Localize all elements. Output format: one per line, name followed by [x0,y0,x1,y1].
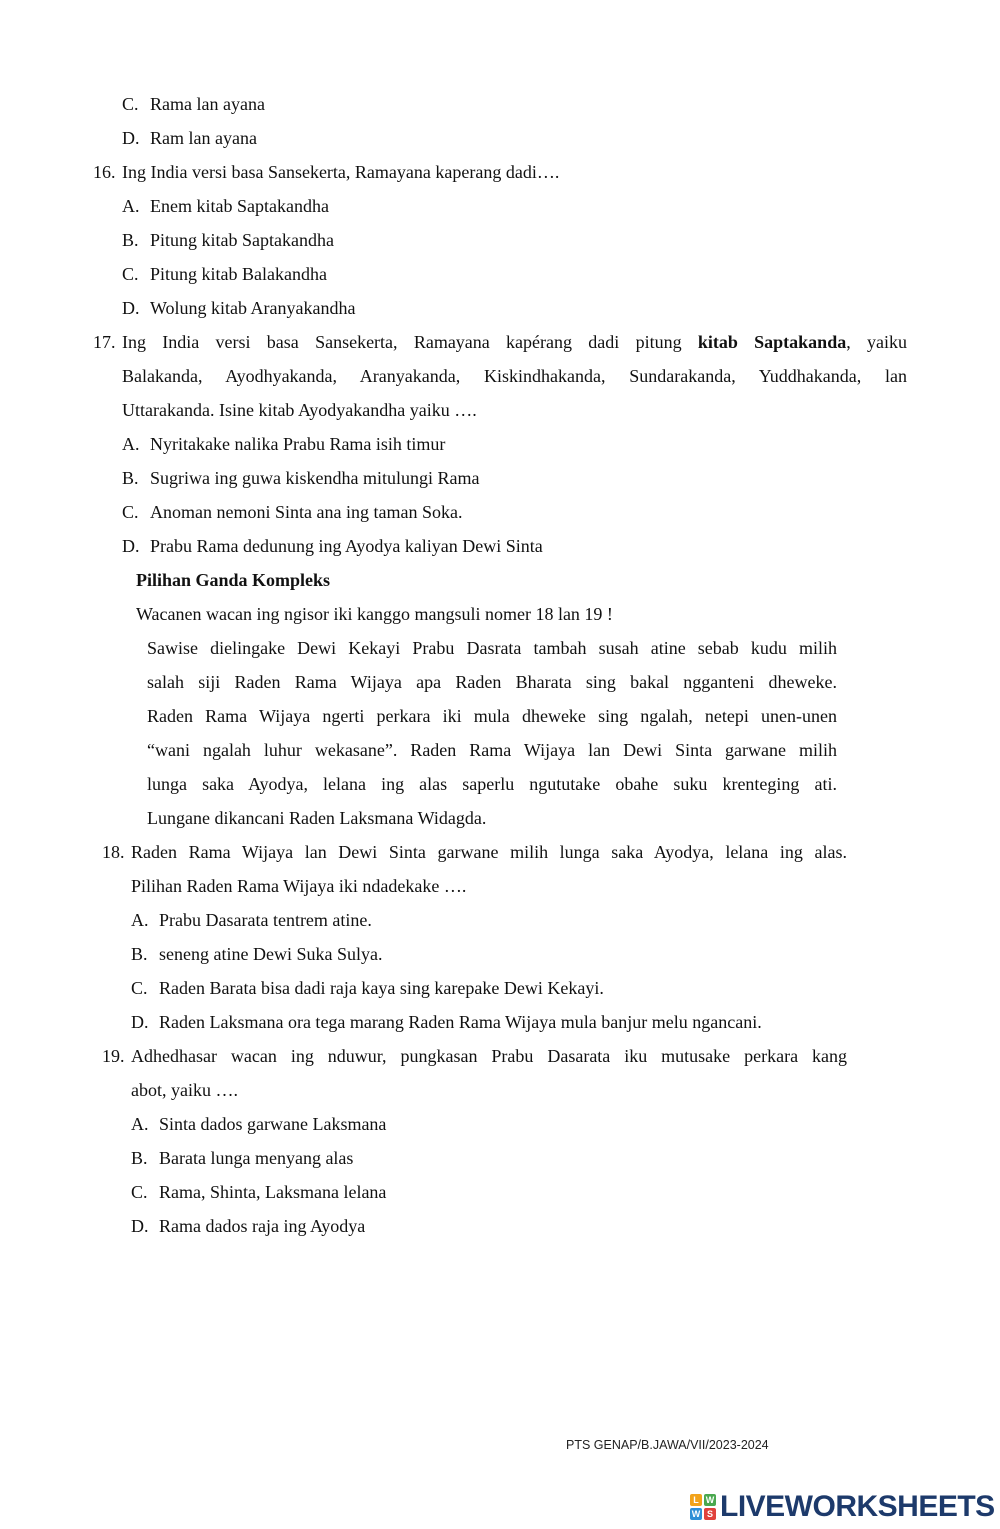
q18-option-a: A. Prabu Dasarata tentrem atine. [131,910,372,930]
page-footer: PTS GENAP/B.JAWA/VII/2023-2024 [566,1438,769,1452]
q19-text-line-1: Adhedhasar wacan ing nduwur, pungkasan Prabu Dasarata iku mutusake perkara kang [131,1046,847,1066]
q19-number: 19. [102,1046,125,1066]
q16-option-c: C. Pitung kitab Balakandha [122,264,327,284]
q16-number: 16. [93,162,116,182]
passage-line-1: Sawise dielingake Dewi Kekayi Prabu Dasrata tambah susah atine sebab kudu milih [147,638,837,658]
passage-line-2: salah siji Raden Rama Wijaya apa Raden Bharata sing bakal ngganteni dheweke. [147,672,837,692]
q18-text-line-1: Raden Rama Wijaya lan Dewi Sinta garwane milih lunga saka Ayodya, lelana ing alas. [131,842,847,862]
liveworksheets-logo [690,1490,995,1524]
section-heading: Pilihan Ganda Kompleks [136,570,331,590]
passage-line-4: “wani ngalah luhur wekasane”. Raden Rama Wijaya lan Dewi Sinta garwane milih [147,740,837,760]
q17-text-line-2: Balakanda, Ayodhyakanda, Aranyakanda, Kiskindhakanda, Sundarakanda, Yuddhakanda, lan [122,366,907,386]
q17-option-b: B. Sugriwa ing guwa kiskendha mitulungi Rama [122,468,480,488]
q17-option-d: D. Prabu Rama dedunung ing Ayodya kaliyan Dewi Sinta [122,536,543,556]
q19-option-a: A. Sinta dados garwane Laksmana [131,1114,387,1134]
q17-text-line-3: Uttarakanda. Isine kitab Ayodyakandha yaiku …. [122,400,477,420]
q17-text-line-1: Ing India versi basa Sansekerta, Ramayana kapérang dadi pitung kitab Saptakanda, yaiku [122,332,907,352]
liveworksheets-wordmark: LIVEWORKSHEETS [720,1490,995,1523]
passage-line-3: Raden Rama Wijaya ngerti perkara iki mula dheweke sing ngalah, netepi unen-unen [147,706,837,726]
q19-option-b: B. Barata lunga menyang alas [131,1148,354,1168]
q16-option-a: A. Enem kitab Saptakandha [122,196,329,216]
q18-option-c: C. Raden Barata bisa dadi raja kaya sing karepake Dewi Kekayi. [131,978,604,998]
section-instruction: Wacanen wacan ing ngisor iki kanggo mangsuli nomer 18 lan 19 ! [136,604,613,624]
q18-text-line-2: Pilihan Raden Rama Wijaya iki ndadekake …. [131,876,467,896]
q17-number: 17. [93,332,116,352]
logo-cell-2: W [705,1495,715,1505]
q17-option-c: C. Anoman nemoni Sinta ana ing taman Soka. [122,502,463,522]
passage-line-6: Lungane dikancani Raden Laksmana Widagda. [147,808,487,828]
q16-text: Ing India versi basa Sansekerta, Ramayana kaperang dadi…. [122,162,560,182]
q17-option-a: A. Nyritakake nalika Prabu Rama isih timur [122,434,446,454]
passage-line-5: lunga saka Ayodya, lelana ing alas saperlu ngututake obahe suku krenteging ati. [147,774,837,794]
logo-cell-4: S [704,1508,716,1520]
q18-option-d: D. Raden Laksmana ora tega marang Raden Rama Wijaya mula banjur melu ngancani. [131,1012,762,1032]
q15-option-c: C. Rama lan ayana [122,94,265,114]
logo-cell-3: W [691,1509,701,1519]
q19-option-d: D. Rama dados raja ing Ayodya [131,1216,366,1236]
q16-option-d: D. Wolung kitab Aranyakandha [122,298,356,318]
q18-number: 18. [102,842,125,862]
q18-option-b: B. seneng atine Dewi Suka Sulya. [131,944,383,964]
q16-option-b: B. Pitung kitab Saptakandha [122,230,334,250]
q15-option-d: D. Ram lan ayana [122,128,257,148]
logo-cell-1: L [690,1494,702,1506]
liveworksheets-logo-icon [690,1494,716,1520]
q19-option-c: C. Rama, Shinta, Laksmana lelana [131,1182,387,1202]
q19-text-line-2: abot, yaiku …. [131,1080,238,1100]
